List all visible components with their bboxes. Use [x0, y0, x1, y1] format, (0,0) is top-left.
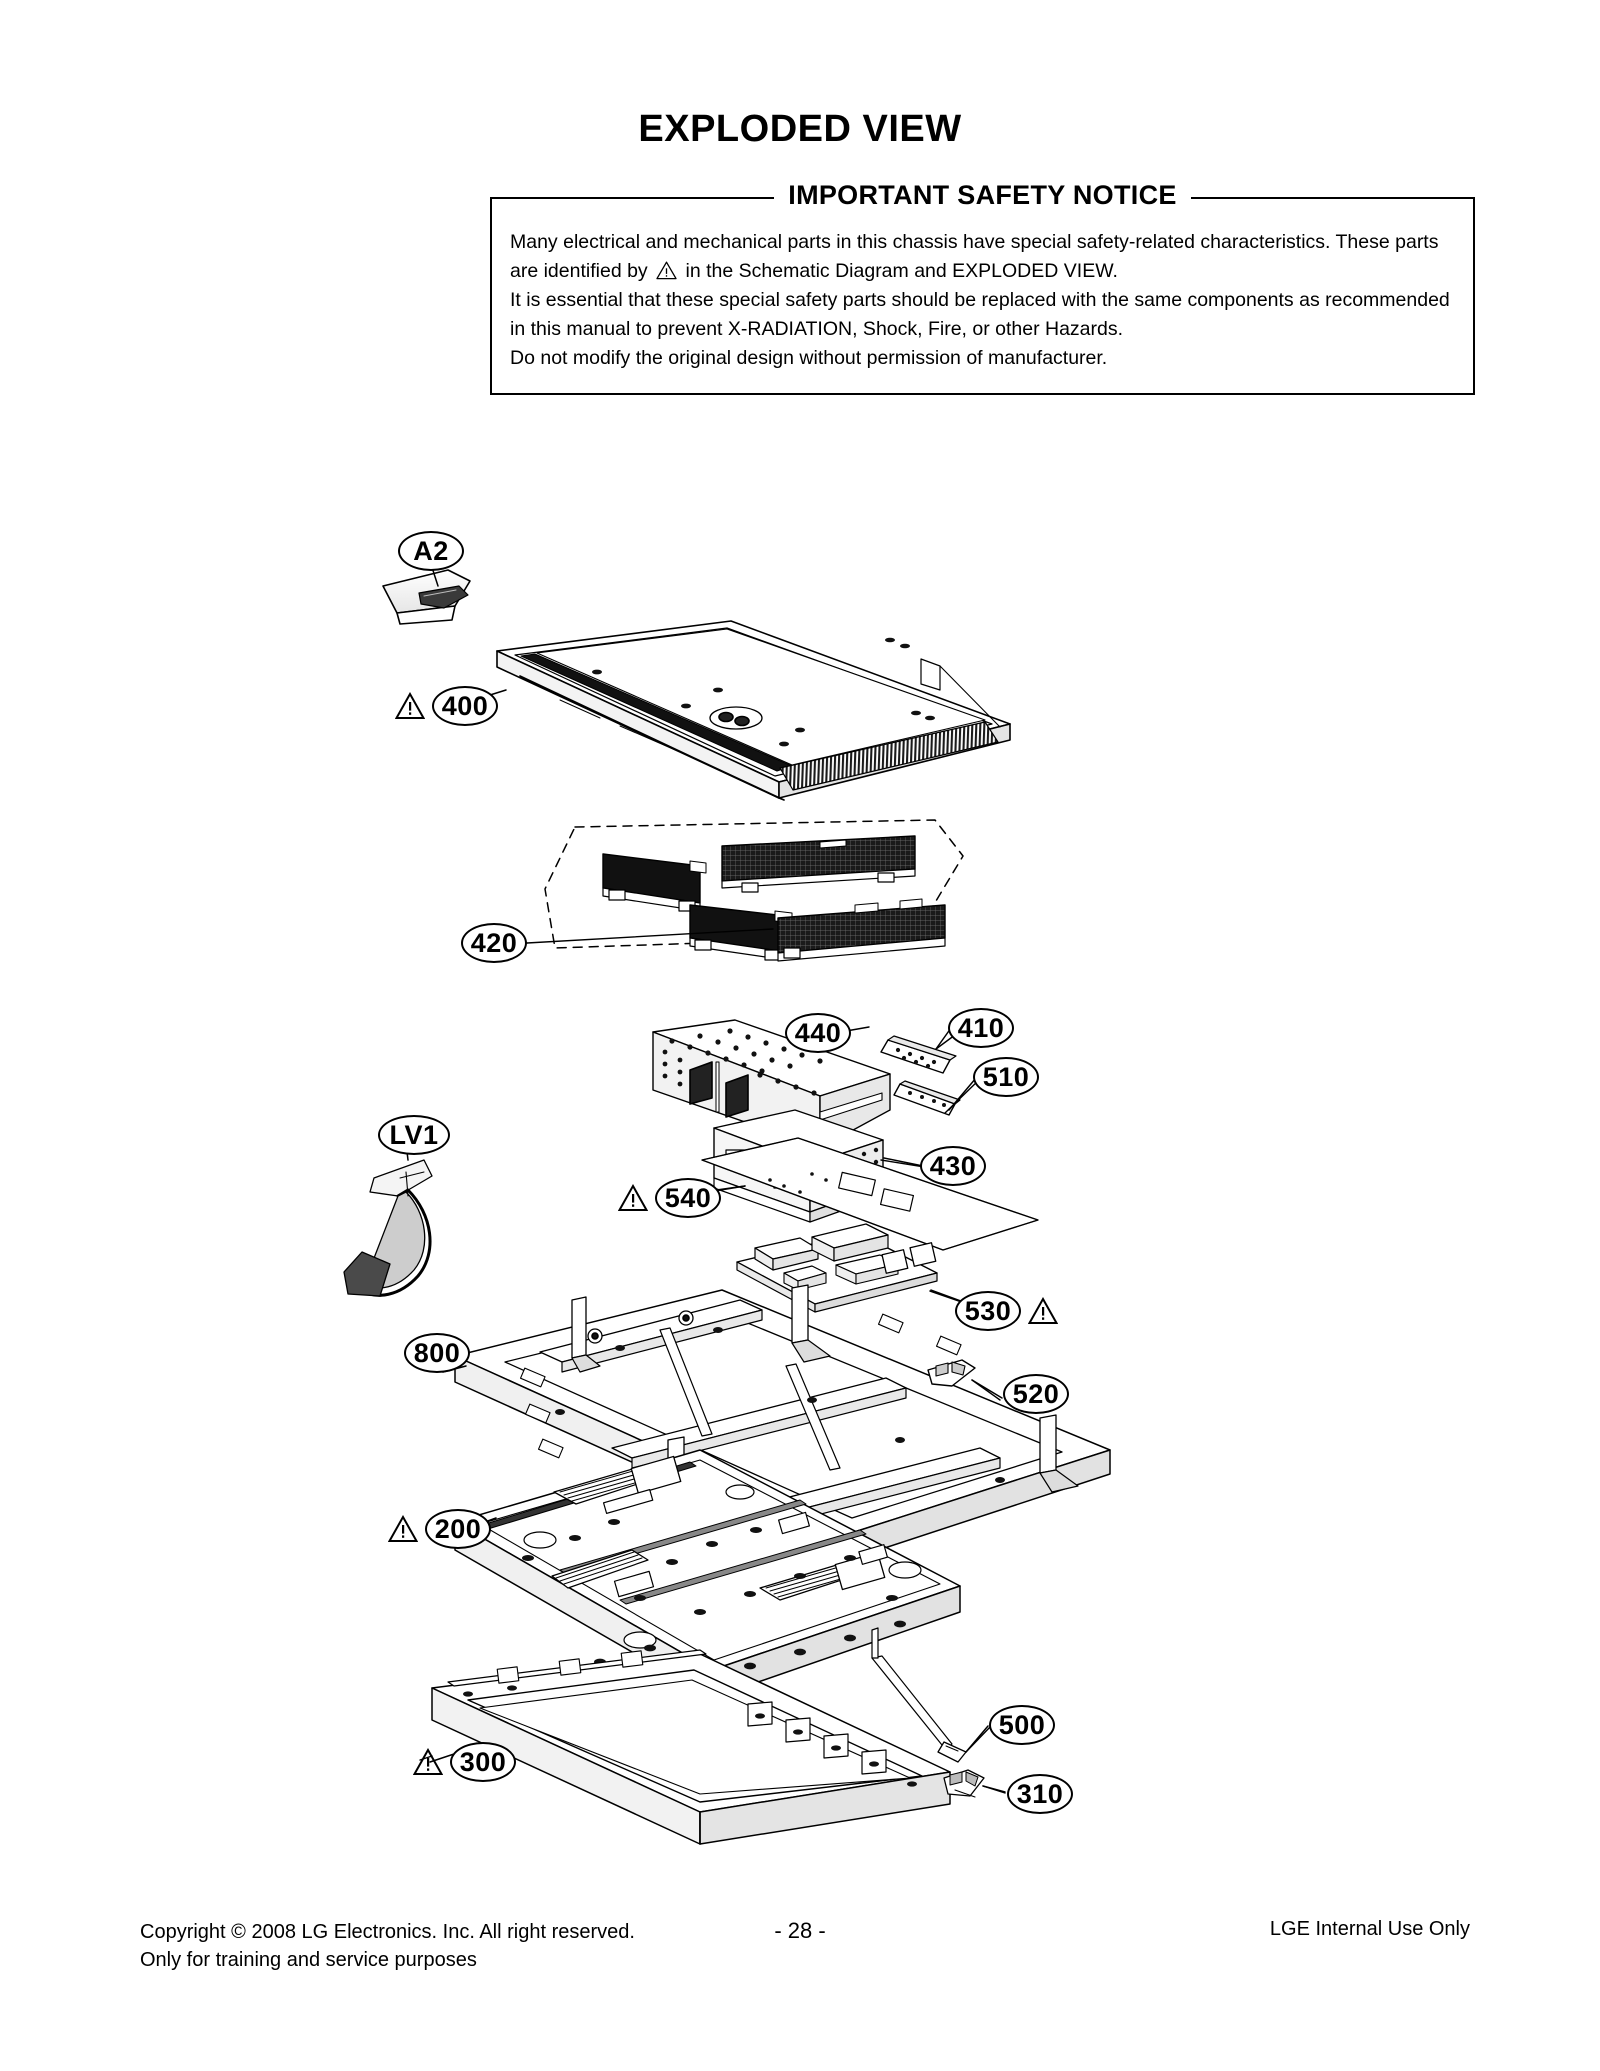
balloon-420-label: 420 [461, 923, 527, 963]
callout-510[interactable] [973, 1057, 1039, 1097]
callout-540[interactable] [618, 1178, 721, 1218]
safety-line-4: in this manual to prevent X-RADIATION, Shock, Fire, or other Hazards. [510, 318, 1124, 340]
part-lv1-shape [344, 1160, 432, 1296]
part-500-shape [872, 1628, 991, 1762]
part-420-shape [527, 820, 963, 961]
balloon-510-label: 510 [973, 1057, 1039, 1097]
page-title: EXPLODED VIEW [638, 108, 962, 150]
footer-usage-note: LGE Internal Use Only [1269, 1918, 1470, 1940]
callout-530[interactable] [955, 1291, 1058, 1331]
footer-page-number: - 28 - [774, 1918, 826, 1943]
safety-line-2b: in the Schematic Diagram and EXPLODED VIEW. [685, 260, 1118, 282]
callout-a2[interactable] [398, 531, 464, 571]
safety-line-2a: are identified by [510, 260, 648, 282]
warning-triangle-icon [1028, 1297, 1058, 1325]
warning-triangle-icon [395, 692, 425, 720]
warning-triangle-icon [413, 1748, 443, 1776]
callout-440[interactable] [785, 1013, 851, 1053]
balloon-a2-label: A2 [398, 531, 464, 571]
safety-line-3: It is essential that these special safety parts should be replaced with the same components as recommended [510, 289, 1450, 311]
callout-300[interactable] [413, 1742, 516, 1782]
balloon-410-label: 410 [948, 1008, 1014, 1048]
part-510-shape [894, 1077, 982, 1115]
balloon-440-label: 440 [785, 1013, 851, 1053]
safety-line-1: Many electrical and mechanical parts in this chassis have special safety-related characteristics. These parts [510, 231, 1439, 253]
callout-500[interactable] [989, 1705, 1055, 1745]
callout-400[interactable] [395, 686, 498, 726]
callout-310[interactable] [1007, 1774, 1073, 1814]
callout-410[interactable] [948, 1008, 1014, 1048]
callout-520[interactable] [1003, 1374, 1069, 1414]
page-footer [0, 1918, 1600, 2008]
balloon-430-label: 430 [920, 1146, 986, 1186]
balloon-800-label: 800 [404, 1333, 470, 1373]
balloon-540-label: 540 [655, 1178, 721, 1218]
callout-430[interactable] [920, 1146, 986, 1186]
balloon-310-label: 310 [1007, 1774, 1073, 1814]
balloon-200-label: 200 [425, 1509, 491, 1549]
footer-copyright-line-1: Copyright © 2008 LG Electronics. Inc. All right reserved. [140, 1921, 635, 1943]
callout-800[interactable] [404, 1333, 470, 1373]
warning-triangle-icon [618, 1184, 648, 1212]
callout-200[interactable] [388, 1509, 491, 1549]
safety-line-5: Do not modify the original design without permission of manufacturer. [510, 347, 1108, 369]
safety-notice-legend-text: IMPORTANT SAFETY NOTICE [774, 180, 1190, 210]
part-a2-shape [383, 570, 470, 624]
balloon-500-label: 500 [989, 1705, 1055, 1745]
balloon-lv1-label: LV1 [378, 1115, 450, 1155]
part-310-shape [944, 1770, 1005, 1797]
warning-triangle-icon [388, 1515, 418, 1543]
callout-lv1[interactable] [378, 1115, 450, 1155]
balloon-300-label: 300 [450, 1742, 516, 1782]
balloon-530-label: 530 [955, 1291, 1021, 1331]
balloon-400-label: 400 [432, 686, 498, 726]
balloon-520-label: 520 [1003, 1374, 1069, 1414]
footer-copyright-line-2: Only for training and service purposes [140, 1949, 477, 1971]
part-400-shape [497, 621, 1010, 800]
callout-420[interactable] [461, 923, 527, 963]
